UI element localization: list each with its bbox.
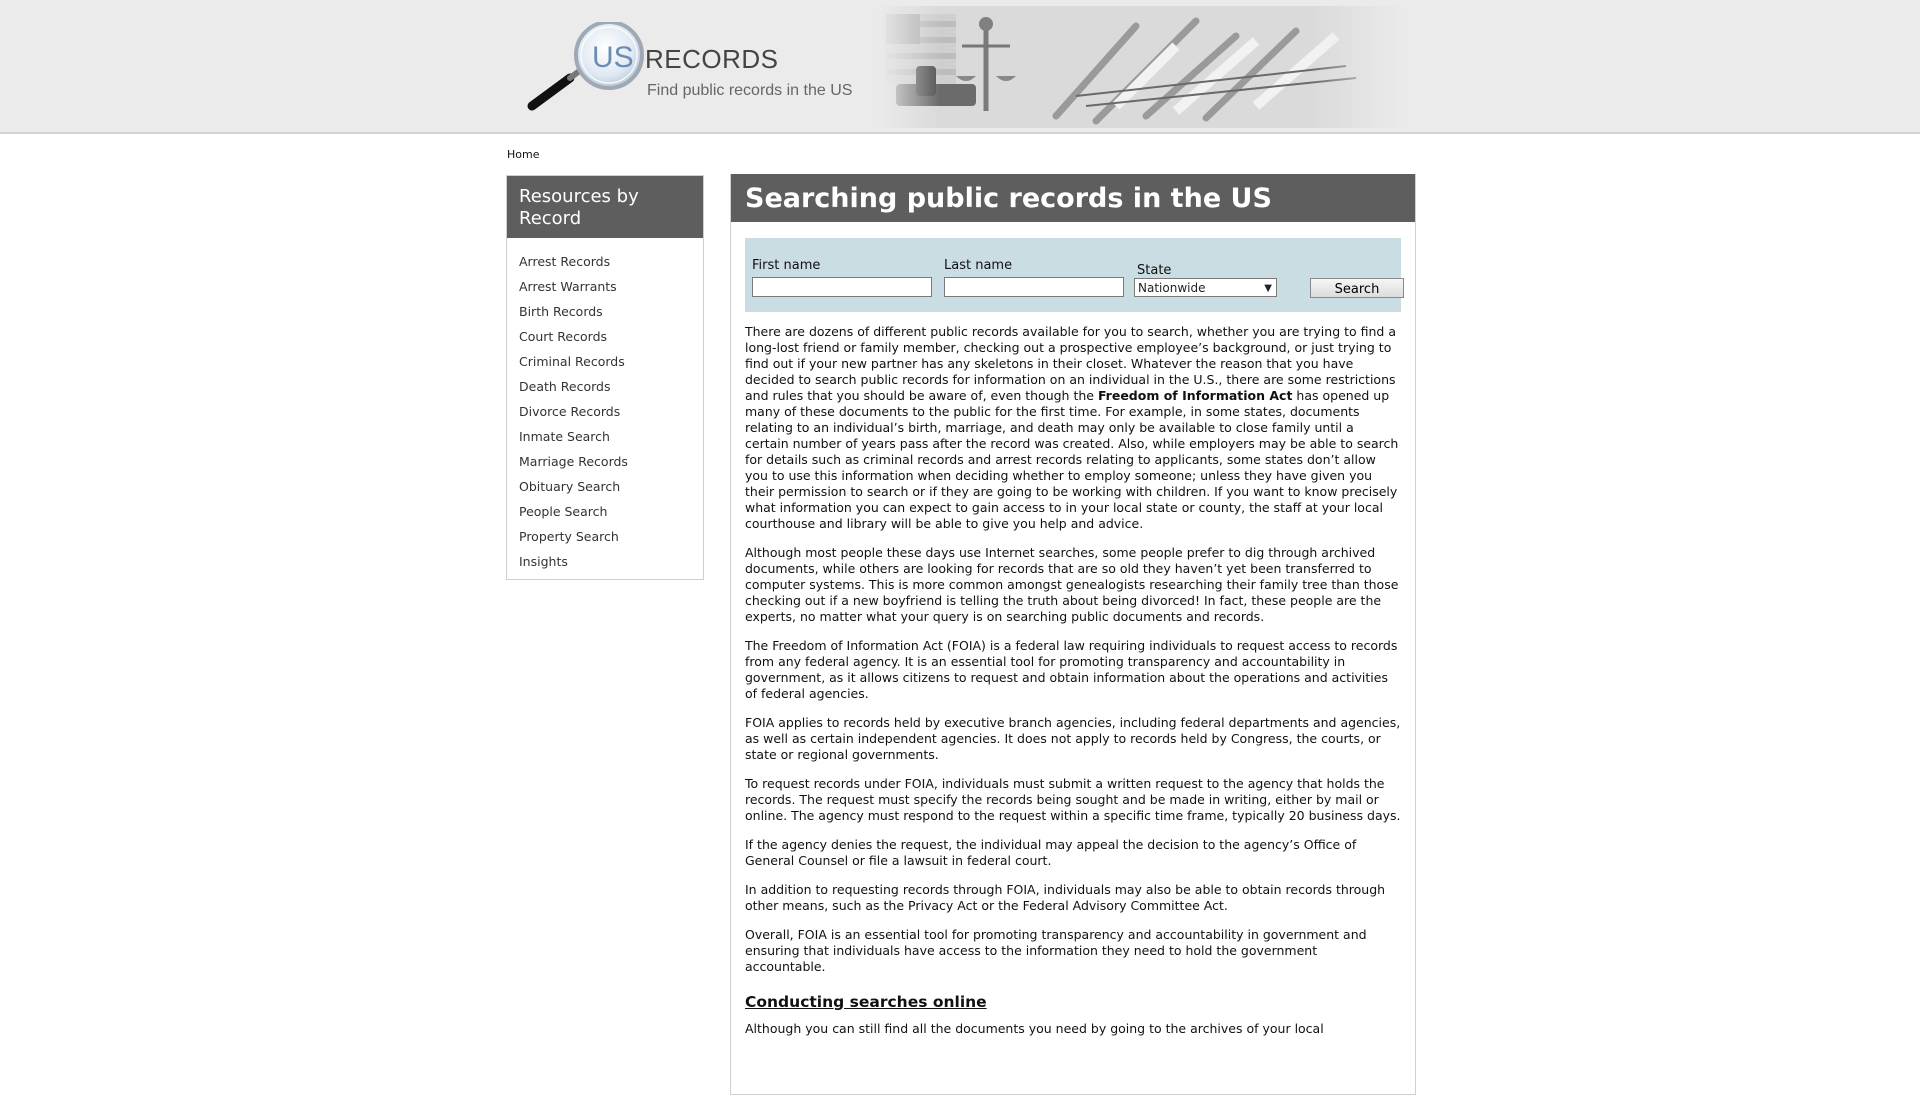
main-content <box>730 174 1416 1095</box>
article-paragraph: Although you can still find all the documents you need by going to the archives of your local <box>745 1021 1324 1036</box>
last-name-input[interactable] <box>944 277 1124 297</box>
breadcrumb-home[interactable]: Home <box>507 148 540 161</box>
article-paragraph: If the agency denies the request, the individual may appeal the decision to the agency’s Office of General Counsel or file a lawsuit in federal court. <box>745 837 1357 868</box>
sidebar-item-insights[interactable]: Insights <box>519 554 568 569</box>
state-select[interactable] <box>1134 278 1277 297</box>
site-logo[interactable] <box>518 22 858 122</box>
first-name-input[interactable] <box>752 277 932 297</box>
first-name-label: First name <box>752 258 821 273</box>
sidebar-item-birth-records[interactable]: Birth Records <box>519 304 603 319</box>
article-paragraph: Overall, FOIA is an essential tool for promoting transparency and accountability in government and ensuring that individuals have access to the information they need to hold the government accountable. <box>745 927 1367 974</box>
sidebar <box>506 175 704 580</box>
site-header <box>0 0 1920 134</box>
sidebar-item-marriage-records[interactable]: Marriage Records <box>519 454 628 469</box>
article-paragraph: In addition to requesting records through FOIA, individuals may also be able to obtain records through other means, such as the Privacy Act or the Federal Advisory Committee Act. <box>745 882 1386 913</box>
sidebar-menu <box>507 238 703 579</box>
page-title: Searching public records in the US <box>731 174 1415 222</box>
article-paragraph: FOIA applies to records held by executive branch agencies, including federal departments and agencies, as well as certain independent agencies. It does not apply to records held by Congress, the courts, or state or regional governments. <box>745 715 1401 762</box>
sidebar-item-divorce-records[interactable]: Divorce Records <box>519 404 621 419</box>
sidebar-item-death-records[interactable]: Death Records <box>519 379 611 394</box>
sidebar-item-obituary-search[interactable]: Obituary Search <box>519 479 621 494</box>
logo-us-text: US <box>592 41 634 74</box>
last-name-label: Last name <box>944 258 1013 273</box>
sidebar-item-inmate-search[interactable]: Inmate Search <box>519 429 610 444</box>
search-form <box>745 238 1401 312</box>
logo-records-text: RECORDS <box>645 44 779 74</box>
article-body <box>745 324 1401 1050</box>
sidebar-item-arrest-records[interactable]: Arrest Records <box>519 254 611 269</box>
article-paragraph: The Freedom of Information Act (FOIA) is a federal law requiring individuals to request access to records from any federal agency. It is an essential tool for promoting transparency and accountability in government, as it allows citizens to request and obtain information about the operations and activities of federal agencies. <box>745 638 1398 701</box>
paragraph-text: There are dozens of different public records available for you to search, whether you are trying to find a long-lost friend or family member, checking out a prospective employee’s background, or just trying to find out if your new partner has any skeletons in their closet. Whatever the reason that you have decided to search public records for information on an individual in the U.S., there are some restrictions and rules that you should be aware of, even though the <box>745 324 1396 403</box>
header-banner-image <box>876 6 1406 128</box>
sidebar-item-people-search[interactable]: People Search <box>519 504 608 519</box>
sidebar-title: Resources by Record <box>507 176 703 238</box>
state-select-value: Nationwide <box>1138 281 1206 295</box>
sidebar-item-court-records[interactable]: Court Records <box>519 329 608 344</box>
paragraph-bold-text: Freedom of Information Act <box>1097 388 1293 403</box>
section-heading: Conducting searches online <box>745 993 987 1011</box>
paragraph-text: has opened up many of these documents to the public for the first time. For example, in some states, documents relating to an individual’s birth, marriage, and death may only be available to close family until a certain number of years pass after the record was created. Also, while employers may be able to search for details such as criminal records and arrest records relating to applicants, some states don’t allow you to use this information when deciding whether to employ someone; unless they have given you their permission to search or if they are going to be working with children. If you want to know precisely what information you can expect to gain access to in your local state or county, the staff at your local courthouse and library will be able to give you help and advice. <box>745 388 1399 531</box>
logo-tagline: Find public records in the US <box>647 82 853 99</box>
sidebar-item-arrest-warrants[interactable]: Arrest Warrants <box>519 279 617 294</box>
state-label: State <box>1137 263 1172 278</box>
article-paragraph: Although most people these days use Internet searches, some people prefer to dig through archived documents, while others are looking for records that are so old they haven’t yet been transferred to computer systems. This is more common amongst genealogists researching their family tree than those checking out if a new boyfriend is telling the truth about being divorced! In fact, these people are the experts, no matter what your query is on searching public documents and records. <box>745 545 1399 624</box>
sidebar-item-criminal-records[interactable]: Criminal Records <box>519 354 625 369</box>
search-button[interactable]: Search <box>1310 278 1404 298</box>
chevron-down-icon: ▼ <box>1264 283 1272 294</box>
sidebar-item-property-search[interactable]: Property Search <box>519 529 619 544</box>
article-paragraph: To request records under FOIA, individuals must submit a written request to the agency that holds the records. The request must specify the records being sought and be made in writing, either by mail or online. The agency must respond to the request within a specific time frame, typically 20 business days. <box>745 776 1401 823</box>
article-paragraph <box>745 324 1401 532</box>
